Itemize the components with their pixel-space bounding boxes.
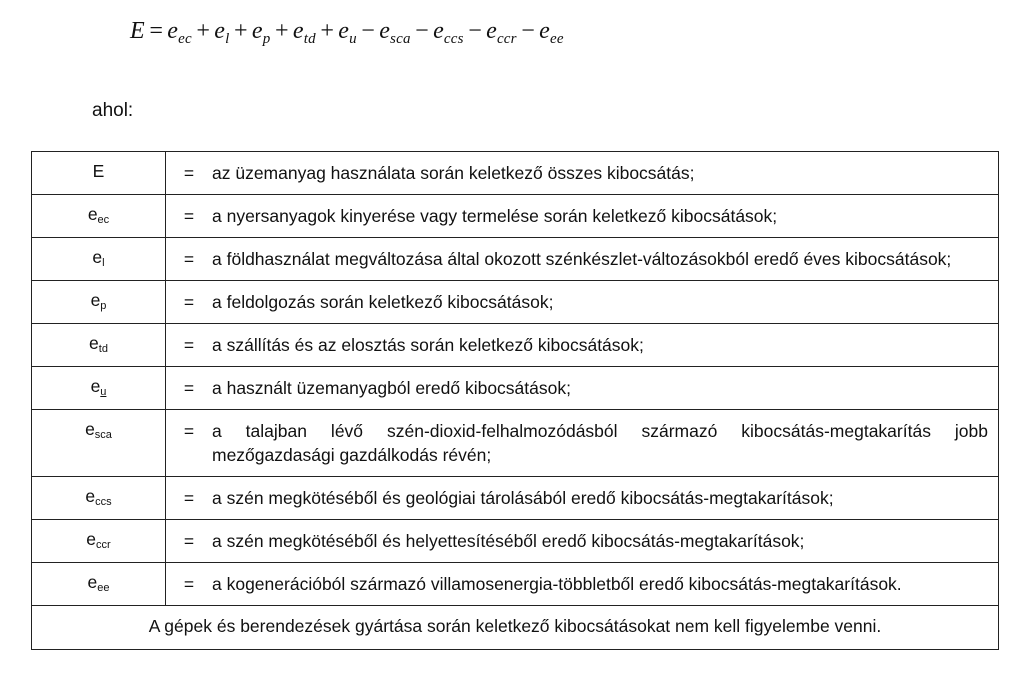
definition-cell: [166, 324, 999, 367]
formula-operator: =: [147, 18, 165, 44]
symbol-subscript: ec: [97, 214, 110, 226]
symbol-cell: [32, 410, 166, 477]
definition-cell: [166, 195, 999, 238]
symbol-base: e: [85, 486, 96, 506]
definition-row: [32, 477, 999, 520]
symbol-cell: [32, 281, 166, 324]
equals-sign: =: [183, 163, 195, 183]
formula-term: [145, 18, 192, 47]
symbol-base: e: [87, 572, 98, 592]
definition-row: [32, 324, 999, 367]
intro-label: ahol:: [92, 100, 134, 121]
definition-text: a feldolgozás során keletkező kibocsátások;: [212, 292, 554, 312]
definition-cell: [166, 367, 999, 410]
formula-subscript: ee: [549, 31, 564, 47]
symbol-subscript: td: [98, 343, 108, 355]
definition-cell: [166, 281, 999, 324]
equals-sign: =: [183, 206, 195, 226]
definition-row: [32, 152, 999, 195]
definition-text: a szállítás és az elosztás során keletkező kibocsátások;: [212, 335, 644, 355]
symbol-subscript: sca: [94, 429, 112, 441]
symbol-subscript: l: [102, 257, 105, 269]
symbol-base: e: [90, 376, 101, 396]
note-row: [32, 606, 999, 650]
formula-operator: +: [273, 18, 290, 44]
formula-symbol: e: [338, 18, 350, 44]
formula-subscript: td: [303, 31, 316, 47]
symbol-subscript: ccs: [95, 496, 112, 508]
definition-text: az üzemanyag használata során keletkező összes kibocsátás;: [212, 163, 695, 183]
symbol-base: E: [92, 161, 105, 181]
symbol-subscript: p: [100, 300, 107, 312]
definition-text: a szén megkötéséből és geológiai tárolásából eredő kibocsátás-megtakarítások;: [212, 488, 834, 508]
equals-sign: =: [183, 249, 195, 269]
formula-terms: [145, 18, 564, 47]
definition-cell: [166, 520, 999, 563]
formula-subscript: l: [225, 31, 230, 47]
definition-row: [32, 195, 999, 238]
equals-sign: =: [183, 421, 195, 441]
symbol-base: e: [87, 204, 98, 224]
symbol-base: e: [86, 529, 97, 549]
formula-term: [316, 18, 357, 47]
equals-sign: =: [183, 574, 195, 594]
formula-operator: −: [466, 18, 484, 44]
definition-row: [32, 281, 999, 324]
definition-cell: [166, 238, 999, 281]
formula-symbol: e: [214, 18, 226, 44]
symbol-subscript: ee: [97, 582, 110, 594]
symbol-base: e: [90, 290, 101, 310]
note-text: A gépek és berendezések gyártása során keletkező kibocsátásokat nem kell figyelembe venni.: [32, 606, 999, 650]
definition-row: [32, 367, 999, 410]
formula-subscript: u: [349, 31, 357, 47]
formula-term: [411, 18, 464, 47]
formula-operator: −: [413, 18, 431, 44]
definition-row: [32, 238, 999, 281]
formula-subscript: p: [262, 31, 271, 47]
symbol-cell: [32, 477, 166, 520]
formula-subscript: ccr: [496, 31, 517, 47]
emission-formula: [130, 18, 564, 48]
equals-sign: =: [183, 292, 195, 312]
formula-subscript: ec: [178, 31, 192, 47]
formula-symbol: e: [379, 18, 391, 44]
symbol-base: e: [85, 419, 95, 439]
formula-term: [192, 18, 230, 47]
symbol-cell: [32, 195, 166, 238]
formula-symbol: e: [167, 18, 179, 44]
formula-symbol: e: [486, 18, 497, 44]
definitions-table: [31, 151, 999, 650]
formula-symbol: e: [251, 18, 263, 44]
symbol-base: e: [92, 247, 103, 267]
formula-symbol: e: [539, 18, 550, 44]
formula-operator: −: [519, 18, 537, 44]
formula-operator: +: [232, 18, 249, 44]
symbol-subscript: ccr: [96, 539, 111, 551]
formula-operator: +: [194, 18, 212, 44]
formula-symbol: e: [433, 18, 444, 44]
equals-sign: =: [183, 531, 195, 551]
definition-text: a talajban lévő szén-dioxid-felhalmozódásból származó kibocsátás-megtakarítás jobb mezőgazdasági gazdálkodás révén;: [212, 421, 988, 465]
formula-symbol: e: [292, 18, 304, 44]
symbol-cell: [32, 367, 166, 410]
symbol-cell: [32, 238, 166, 281]
definition-text: a kogenerációból származó villamosenergia-többletből eredő kibocsátás-megtakarítások.: [212, 574, 902, 594]
formula-term: [357, 18, 411, 47]
symbol-cell: [32, 324, 166, 367]
symbol-cell: [32, 520, 166, 563]
definition-text: a földhasználat megváltozása által okozott szénkészlet-változásokból eredő éves kibocsátások;: [212, 249, 952, 269]
definition-text: a szén megkötéséből és helyettesítéséből eredő kibocsátás-megtakarítások;: [212, 531, 805, 551]
formula-subscript: sca: [390, 31, 411, 47]
symbol-cell: [32, 152, 166, 195]
definition-cell: [166, 152, 999, 195]
formula-lhs: E: [130, 18, 145, 44]
equals-sign: =: [183, 378, 195, 398]
symbol-cell: [32, 563, 166, 606]
formula-operator: +: [318, 18, 336, 44]
definition-text: a nyersanyagok kinyerése vagy termelése során keletkező kibocsátások;: [212, 206, 778, 226]
definition-text: a használt üzemanyagból eredő kibocsátások;: [212, 378, 571, 398]
formula-term: [270, 18, 316, 47]
formula-subscript: ccs: [443, 31, 464, 47]
formula-operator: −: [359, 18, 377, 44]
definition-row: [32, 563, 999, 606]
definition-cell: [166, 477, 999, 520]
definition-row: [32, 410, 999, 477]
formula-term: [517, 18, 564, 47]
definition-row: [32, 520, 999, 563]
formula-term: [464, 18, 517, 47]
symbol-subscript: u: [100, 386, 107, 398]
definition-cell: [166, 563, 999, 606]
equals-sign: =: [183, 488, 195, 508]
formula-term: [230, 18, 271, 47]
equals-sign: =: [183, 335, 195, 355]
definition-cell: [166, 410, 999, 477]
symbol-base: e: [89, 333, 99, 353]
